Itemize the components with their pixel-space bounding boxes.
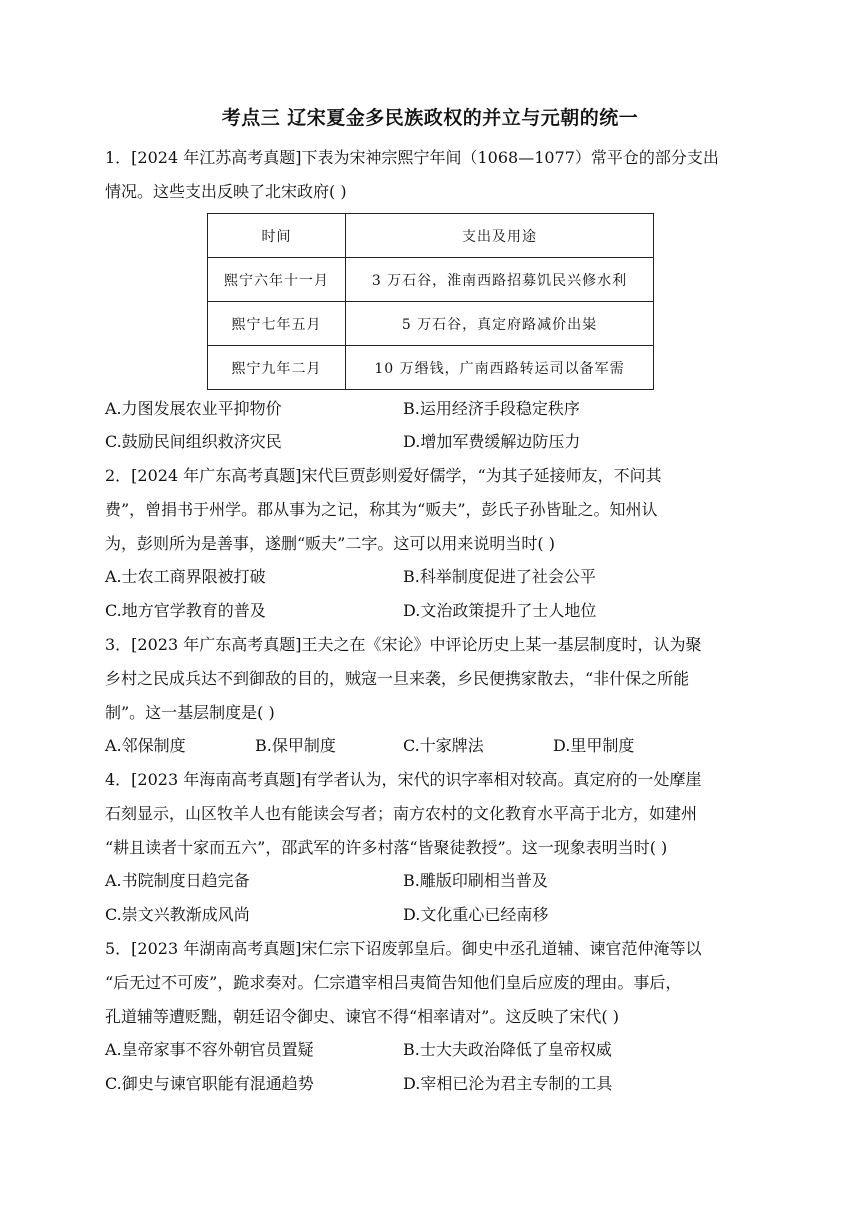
- question-4-option-c: C.崇文兴教渐成风尚: [105, 905, 250, 924]
- table-cell-expenditure: 5 万石谷，真定府路减价出粜: [346, 302, 654, 346]
- question-1-option-a: A.力图发展农业平抑物价: [105, 399, 282, 418]
- question-2-option-a: A.士农工商界限被打破: [105, 567, 266, 586]
- question-1-stem-line-2: 情况。这些支出反映了北宋政府( ): [105, 182, 347, 201]
- question-3-stem-line-3: 制”。这一基层制度是( ): [105, 703, 275, 722]
- table-row: [208, 302, 654, 346]
- question-3-option-c: C.十家牌法: [403, 736, 484, 755]
- table-cell-time: 熙宁六年十一月: [208, 258, 346, 302]
- question-3-option-d: D.里甲制度: [553, 736, 635, 755]
- question-4-stem-line-3: “耕且读者十家而五六”，邵武军的许多村落“皆聚徒教授”。这一现象表明当时( ): [105, 838, 668, 857]
- table-cell-time: 熙宁七年五月: [208, 302, 346, 346]
- question-4-option-a: A.书院制度日趋完备: [105, 871, 250, 890]
- question-2-stem-line-1: 2．[2024 年广东高考真题]宋代巨贾彭则爱好儒学，“为其子延接师友，不问其: [105, 466, 662, 485]
- question-5-option-c: C.御史与谏官职能有混通趋势: [105, 1074, 314, 1093]
- question-5-stem-line-3: 孔道辅等遭贬黜，朝廷诏令御史、谏官不得“相率请对”。这反映了宋代( ): [105, 1007, 619, 1026]
- table-row: [208, 258, 654, 302]
- table-cell-expenditure: 10 万缗钱，广南西路转运司以备军需: [346, 346, 654, 390]
- question-1-stem-line-1: 1．[2024 年江苏高考真题]下表为宋神宗熙宁年间（1068—1077）常平仓的部分支出: [105, 148, 719, 167]
- table-header-row: [208, 214, 654, 258]
- question-1-option-b: B.运用经济手段稳定秩序: [403, 399, 580, 418]
- question-4-stem-line-1: 4．[2023 年海南高考真题]有学者认为，宋代的识字率相对较高。真定府的一处摩崖: [105, 770, 702, 789]
- question-5-option-d: D.宰相已沦为君主专制的工具: [403, 1074, 613, 1093]
- question-5-stem-line-2: “后无过不可废”，跪求奏对。仁宗遣宰相吕夷简告知他们皇后应废的理由。事后，: [105, 973, 682, 992]
- question-3-option-a: A.邻保制度: [105, 736, 186, 755]
- table-cell-time: 熙宁九年二月: [208, 346, 346, 390]
- question-5-stem-line-1: 5．[2023 年湖南高考真题]宋仁宗下诏废郭皇后。御史中丞孔道辅、谏官范仲淹等以: [105, 939, 702, 958]
- question-2-option-b: B.科举制度促进了社会公平: [403, 567, 596, 586]
- question-4-option-b: B.雕版印刷相当普及: [403, 871, 548, 890]
- question-1-option-d: D.增加军费缓解边防压力: [403, 432, 581, 451]
- question-2-stem-line-2: 费”，曾捐书于州学。郡从事为之记，称其为“贩夫”，彭氏子孙皆耻之。知州认: [105, 500, 658, 519]
- table-cell-expenditure: 3 万石谷，淮南西路招募饥民兴修水利: [346, 258, 654, 302]
- page-title: 考点三 辽宋夏金多民族政权的并立与元朝的统一: [221, 107, 639, 129]
- question-1-option-c: C.鼓励民间组织救济灾民: [105, 432, 282, 451]
- expenditure-table: [207, 213, 654, 390]
- question-2-option-c: C.地方官学教育的普及: [105, 601, 266, 620]
- question-2-option-d: D.文治政策提升了士人地位: [403, 601, 597, 620]
- question-3-stem-line-1: 3．[2023 年广东高考真题]王夫之在《宋论》中评论历史上某一基层制度时，认为聚: [105, 635, 702, 654]
- question-4-option-d: D.文化重心已经南移: [403, 905, 549, 924]
- question-3-stem-line-2: 乡村之民成兵达不到御敌的目的，贼寇一旦来袭，乡民便携家散去，“非什保之所能: [105, 669, 690, 688]
- table-header-time: 时间: [208, 214, 346, 258]
- question-5-option-a: A.皇帝家事不容外朝官员置疑: [105, 1040, 314, 1059]
- question-2-stem-line-3: 为，彭则所为是善事，遂删“贩夫”二字。这可以用来说明当时( ): [105, 534, 555, 553]
- table-header-expenditure: 支出及用途: [346, 214, 654, 258]
- question-3-option-b: B.保甲制度: [255, 736, 336, 755]
- question-5-option-b: B.士大夫政治降低了皇帝权威: [403, 1040, 612, 1059]
- table-row: [208, 346, 654, 390]
- question-4-stem-line-2: 石刻显示，山区牧羊人也有能读会写者；南方农村的文化教育水平高于北方，如建州: [105, 804, 698, 823]
